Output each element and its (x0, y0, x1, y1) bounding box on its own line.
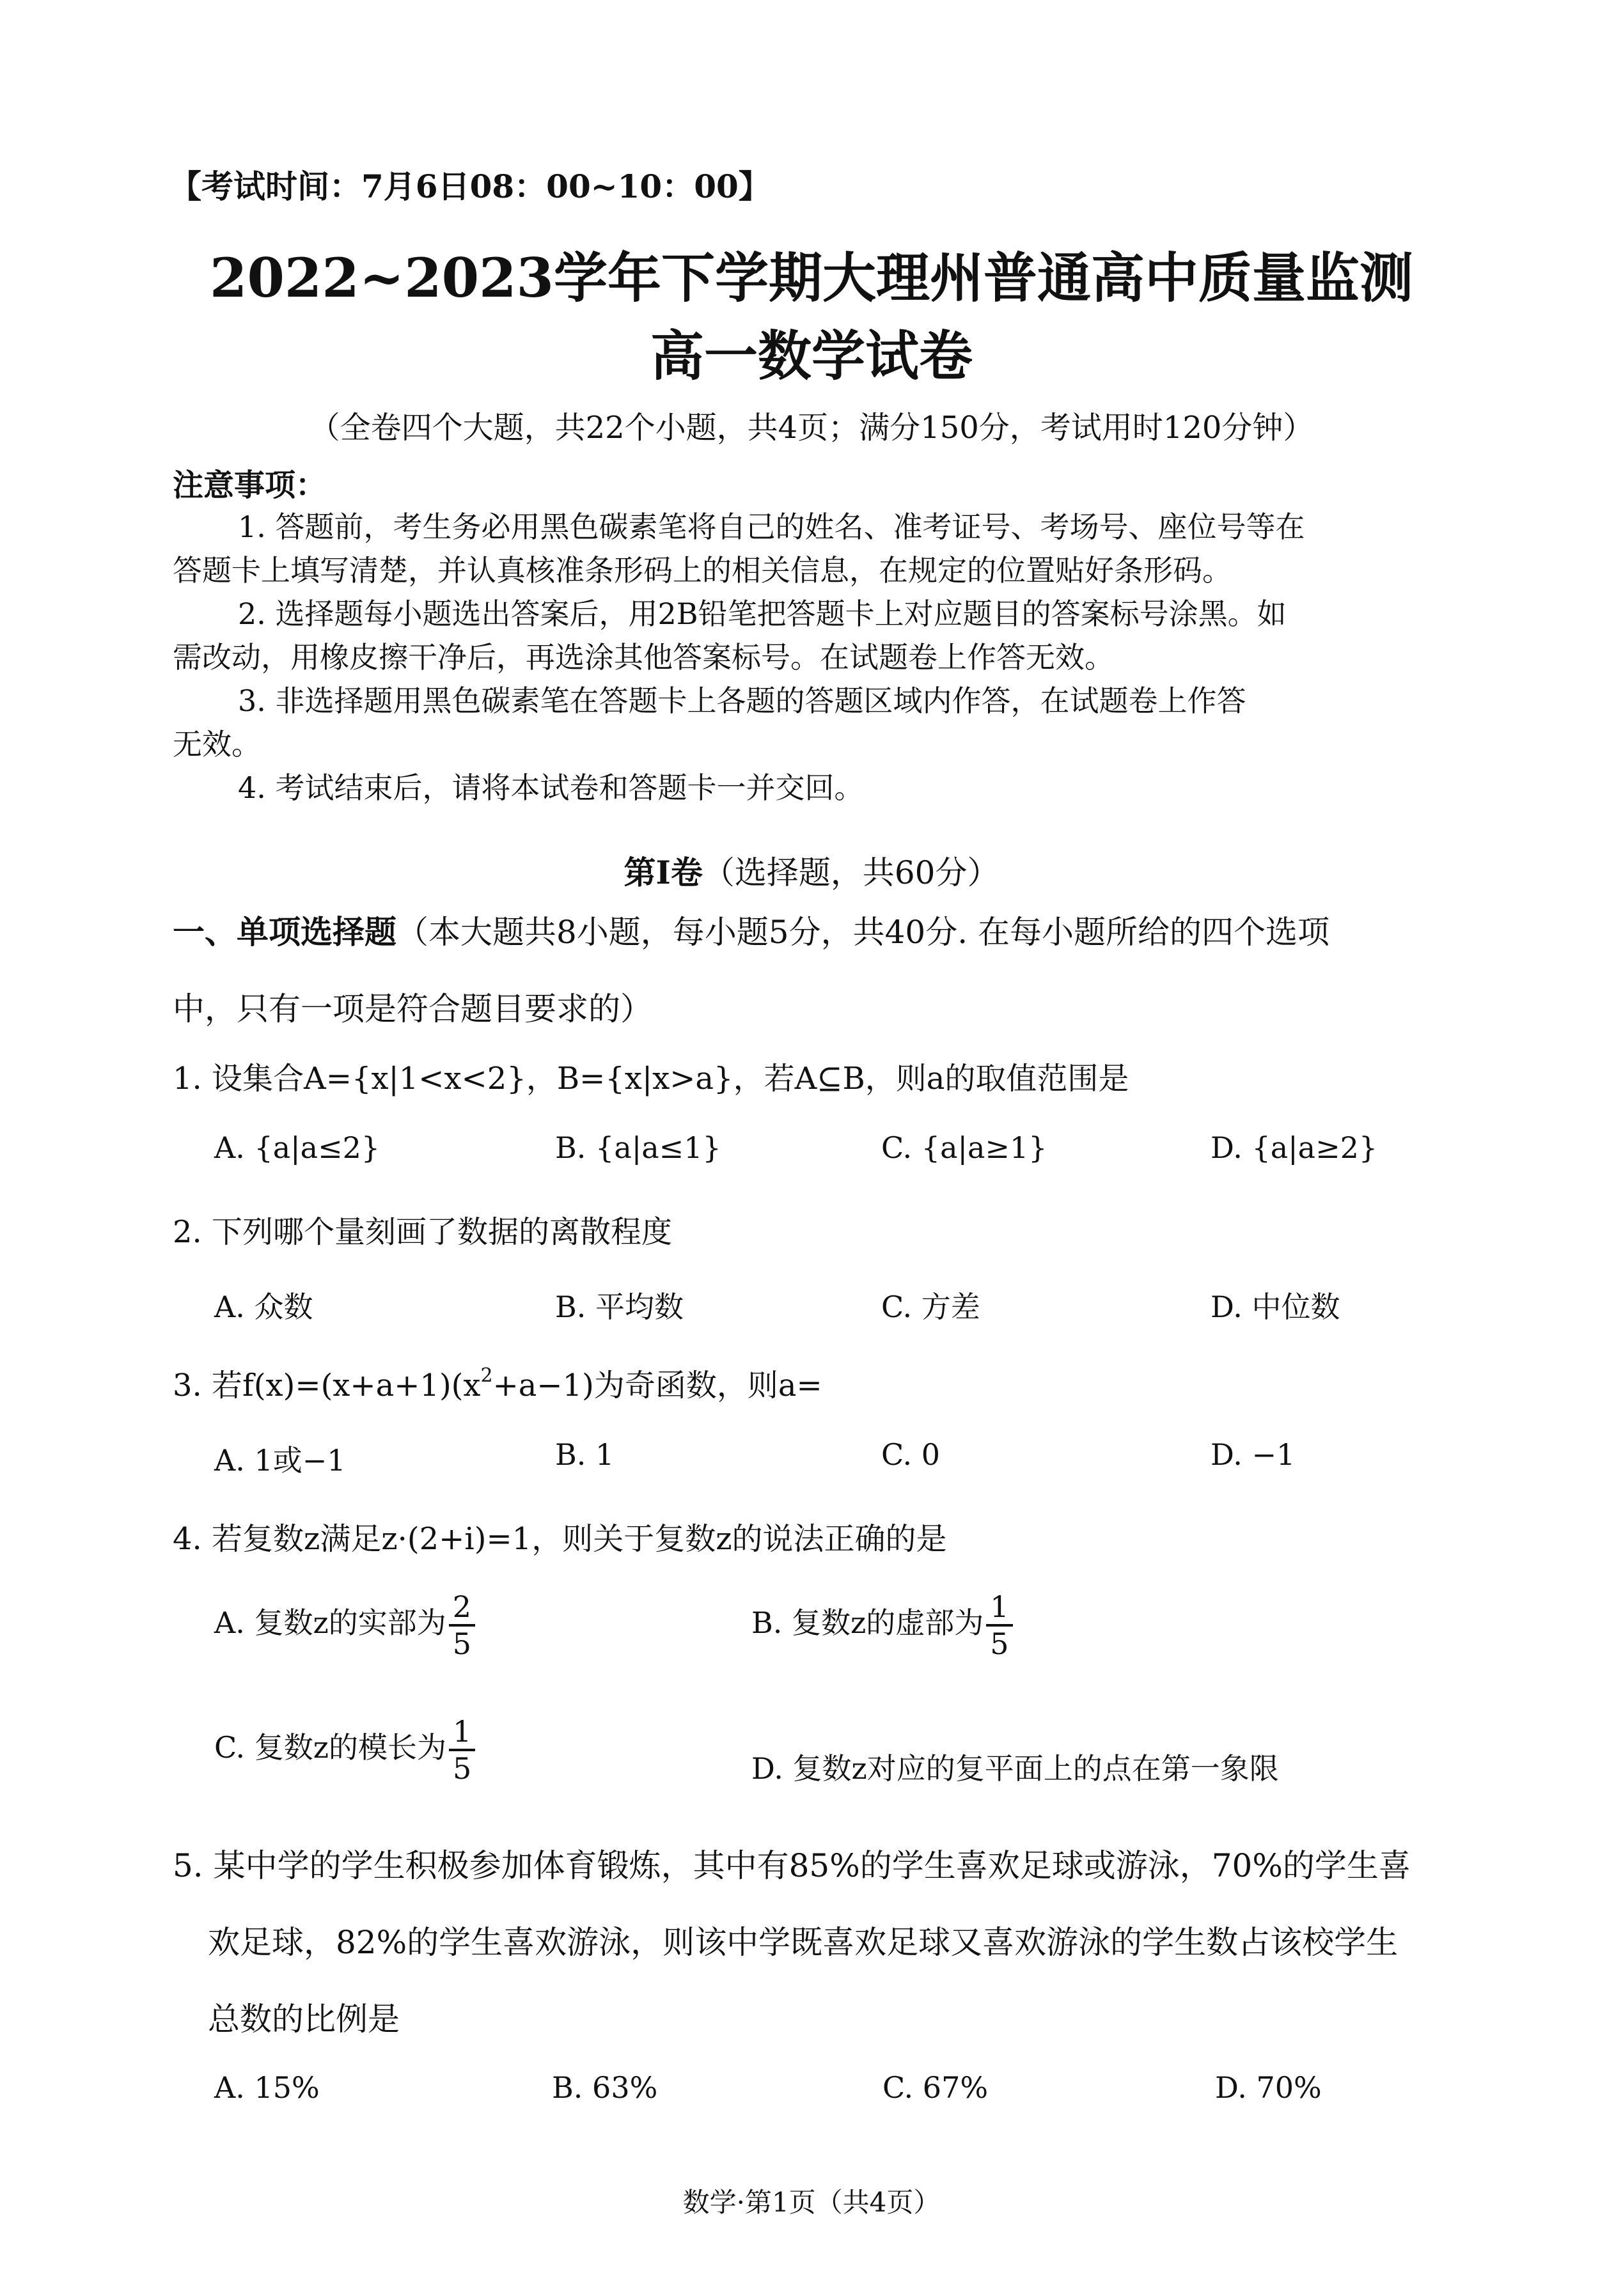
q3-option-c: C. 0 (881, 1437, 941, 1472)
q1-option-b: B. {a|a≤1} (555, 1130, 721, 1165)
q5-option-d: D. 70% (1215, 2070, 1322, 2105)
q2-option-a: A. 众数 (214, 1290, 313, 1324)
q5-stem-line-1: 5. 某中学的学生积极参加体育锻炼，其中有85%的学生喜欢足球或游泳，70%的学生喜 (173, 1847, 1411, 1884)
q4-option-c (214, 1714, 475, 1786)
notice-item-3: 3. 非选择题用黑色碳素笔在答题卡上各题的答题区域内作答，在试题卷上作答 (238, 683, 1246, 718)
q2-stem: 2. 下列哪个量刻画了数据的离散程度 (173, 1214, 673, 1250)
part-title: 第Ⅰ卷 (623, 854, 703, 891)
q4-option-a-text: A. 复数z的实部为 (214, 1605, 446, 1640)
exam-time: 【考试时间：7月6日08：00~10：00】 (169, 168, 771, 205)
q2-option-b: B. 平均数 (555, 1290, 684, 1324)
q1-option-c: C. {a|a≥1} (881, 1130, 1047, 1165)
q4-option-b (751, 1589, 1013, 1661)
q4-option-b-text: B. 复数z的虚部为 (751, 1605, 984, 1640)
q5-stem-line-2: 欢足球，82%的学生喜欢游泳，则该中学既喜欢足球又喜欢游泳的学生数占该校学生 (208, 1924, 1399, 1961)
q4-option-d: D. 复数z对应的复平面上的点在第一象限 (751, 1751, 1279, 1786)
notice-item-1: 1. 答题前，考生务必用黑色碳素笔将自己的姓名、准考证号、考场号、座位号等在 (238, 510, 1305, 544)
section-desc: （本大题共8小题，每小题5分，共40分. 在每小题所给的四个选项 (396, 914, 1330, 951)
section-title: 一、单项选择题 (173, 913, 396, 951)
part-note: （选择题，共60分） (702, 854, 1000, 891)
notice-heading: 注意事项： (173, 467, 327, 503)
notice-item-1-cont: 答题卡上填写清楚，并认真核准条形码上的相关信息，在规定的位置贴好条形码。 (173, 553, 1232, 588)
fraction-numerator: 2 (449, 1592, 475, 1627)
section-desc-cont: 中，只有一项是符合题目要求的） (173, 990, 652, 1027)
q3-option-a: A. 1或−1 (214, 1443, 346, 1478)
exam-info: （全卷四个大题，共22个小题，共4页；满分150分，考试用时120分钟） (309, 410, 1314, 446)
q5-option-a: A. 15% (214, 2070, 320, 2105)
q4-option-a (214, 1589, 475, 1661)
q4-stem: 4. 若复数z满足z·(2+i)=1，则关于复数z的说法正确的是 (173, 1521, 947, 1557)
notice-item-2: 2. 选择题每小题选出答案后，用2B铅笔把答题卡上对应题目的答案标号涂黑。如 (238, 597, 1287, 631)
exam-subject-title: 高一数学试卷 (650, 324, 973, 387)
q3-stem (173, 1361, 822, 1405)
q3-exponent: 2 (480, 1364, 493, 1387)
notice-item-4: 4. 考试结束后，请将本试卷和答题卡一并交回。 (238, 770, 864, 805)
fraction-numerator: 1 (986, 1592, 1012, 1627)
q5-option-c: C. 67% (882, 2070, 989, 2105)
q2-option-c: C. 方差 (881, 1290, 980, 1324)
q1-option-d: D. {a|a≥2} (1211, 1130, 1378, 1165)
q4-option-a-fraction (449, 1589, 475, 1661)
fraction-numerator: 1 (449, 1717, 475, 1751)
q1-option-a: A. {a|a≤2} (214, 1130, 380, 1165)
q3-stem-part1: 3. 若f(x)=(x+a+1)(x (173, 1368, 481, 1403)
q4-option-c-text: C. 复数z的模长为 (214, 1730, 447, 1765)
q4-option-c-fraction (449, 1714, 475, 1786)
section-heading (173, 907, 1329, 953)
q5-stem-line-3: 总数的比例是 (208, 2001, 400, 2038)
q3-stem-part2: +a−1)为奇函数，则a= (492, 1368, 822, 1403)
fraction-denominator: 5 (452, 1627, 471, 1661)
q1-stem: 1. 设集合A={x|1<x<2}，B={x|x>a}，若A⊆B，则a的取值范围是 (173, 1061, 1129, 1097)
fraction-denominator: 5 (453, 1751, 472, 1786)
q5-option-b: B. 63% (552, 2070, 658, 2105)
q3-option-b: B. 1 (555, 1437, 615, 1472)
page-footer: 数学·第1页（共4页） (682, 2187, 941, 2218)
exam-title: 2022~2023学年下学期大理州普通高中质量监测 (210, 246, 1413, 309)
fraction-denominator: 5 (990, 1627, 1009, 1661)
q3-option-d: D. −1 (1211, 1437, 1296, 1472)
notice-item-2-cont: 需改动，用橡皮擦干净后，再选涂其他答案标号。在试题卷上作答无效。 (173, 640, 1114, 675)
notice-item-3-cont: 无效。 (173, 727, 261, 761)
q2-option-d: D. 中位数 (1211, 1290, 1340, 1324)
q4-option-b-fraction (986, 1589, 1012, 1661)
part-heading (0, 847, 1623, 893)
